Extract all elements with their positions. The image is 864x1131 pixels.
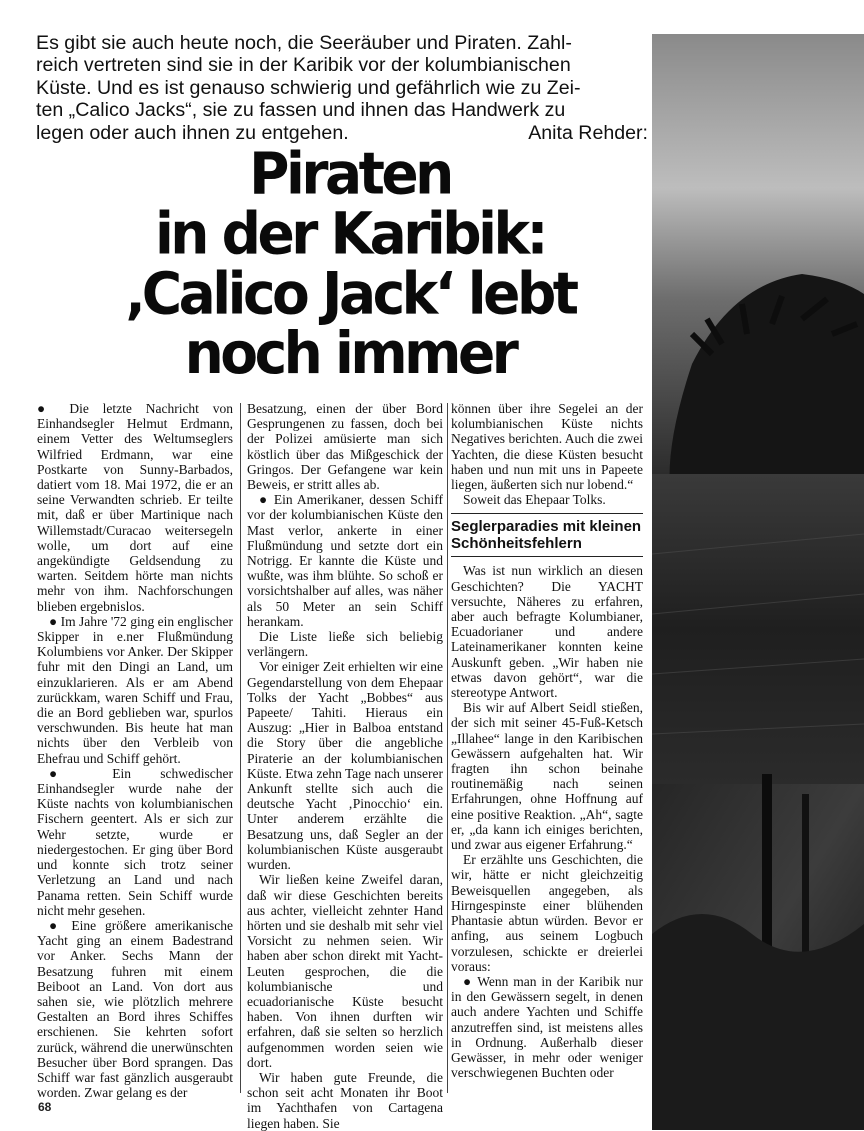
page-number: 68 <box>38 1100 51 1114</box>
article-body <box>37 401 643 1097</box>
text-column-2 <box>247 401 443 1097</box>
paragraph: Er erzählte uns Geschichten, die wir, hätte er nicht gleichzeitig Beweisquellen angegeben, als Hirngespinste einer blühenden Phantasie abtun würden. Bevor er anfing, aus seinem Logbuch vorzulesen, schickte er dreierlei voraus: <box>451 852 643 974</box>
paragraph: Die Liste ließe sich beliebig verlängern. <box>247 629 443 659</box>
headline-line: ‚Calico Jack‘ lebt <box>70 264 630 324</box>
paragraph: Soweit das Ehepaar Tolks. <box>451 492 643 507</box>
headline-line: Piraten <box>70 144 630 204</box>
paragraph: ● Ein Amerikaner, dessen Schiff vor der kolumbianischen Küste den Mast verlor, ankerte in einer Flußmündung und setzte dort ein Notrigg. Er kannte die Küste und wußte, was ihm blühte. So schoß er vorsichtshalber auf alles, was näher als 50 Meter an sein Schiff herankam. <box>247 492 443 629</box>
headline-line: noch immer <box>70 324 630 384</box>
headline-line: in der Karibik: <box>70 204 630 264</box>
paragraph: können über ihre Segelei an der kolumbianischen Küste nichts Negatives berichten. Auch die zwei Yachten, die diese Küsten besucht haben und nun mit uns in Papeete liegen, äußerten sich nur lobend.“ <box>451 401 643 492</box>
paragraph: Besatzung, einen der über Bord Gesprungenen zu fassen, doch bei der Polizei amüsierte man sich köstlich über das Mißgeschick der Gringos. Der Gefangene war kein Beweis, er stritt alles ab. <box>247 401 443 492</box>
column-divider <box>240 403 241 1093</box>
author-byline: Anita Rehder: <box>528 122 648 144</box>
section-subheading: Seglerparadies mit kleinen Schönheitsfehlern <box>451 513 643 557</box>
intro-line: ten „Calico Jacks“, sie zu fassen und ihnen das Handwerk zu <box>36 99 648 121</box>
paragraph: Vor einiger Zeit erhielten wir eine Gegendarstellung von dem Ehepaar Tolks der Yacht „Bobbes“ aus Papeete/ Tahiti. Hieraus ein Auszug: „Hier in Balboa entstand die Story über die angebliche Piraterie an der kolumbianischen Küste. Etwa zehn Tage nach unserer Ankunft stellte sich auch die deutsche Yacht ‚Pinocchio‘ ein. Unter anderem erzählte die Besatzung uns, daß Segler an der kolumbianischen Küste ausgeraubt wurden. <box>247 659 443 872</box>
paragraph: Was ist nun wirklich an diesen Geschichten? Die YACHT versuchte, Näheres zu erfahren, aber auch befragte Kolumbianer, Ecuadorianer und andere Lateinamerikaner konnten keine Auskunft geben. „Wir haben nie etwas davon gehört“, war die stereotype Antwort. <box>451 563 643 700</box>
paragraph: Bis wir auf Albert Seidl stießen, der sich mit seiner 45-Fuß-Ketsch „Illahee“ lange in den Karibischen Gewässern aufgehalten hat. Wir fragten ihn schon beinahe routinemäßig nach seinen Erfahrungen, ohne Hoffnung auf eine positive Reaktion. „Ah“, sagte er, „da kann ich einiges berichten, und zwar aus eigener Erfahrung.“ <box>451 700 643 852</box>
foreground-bushes <box>652 914 864 1130</box>
photo-graphic <box>652 34 864 1130</box>
intro-line: legen oder auch ihnen zu entgehen. <box>36 122 349 144</box>
paragraph: ● Die letzte Nachricht von Einhandsegler Helmut Erdmann, einem Vetter des Weltumseglers Wilfried Erdmann, war eine Postkarte von Sunny-Barbados, datiert vom 18. Mai 1972, die er an seine Verwandten schrieb. Er teilte mit, daß er über Martinique nach Willemstadt/Curacao weitersegeln wolle, um dort auf eine angekündigte Geldsendung zu warten. Seitdem hörte man nichts mehr von ihm. Nachforschungen blieben ergebnislos. <box>37 401 233 614</box>
intro-line: reich vertreten sind sie in der Karibik vor der kolumbianischen <box>36 54 648 76</box>
paragraph: Wir ließen keine Zweifel daran, daß wir diese Geschichten bereits aus achter, vielleicht zehnter Hand hörten und sie deshalb mit sehr viel Vorsicht zu nehmen seien. Wir haben aber schon direkt mit Yacht-Leuten gesprochen, die die kolumbianische und ecuadorianische Küste besucht haben. Von ihnen durften wir erfahren, daß sie selten so herzlich aufgenommen worden seien wie dort. <box>247 872 443 1070</box>
paragraph: ● Wenn man in der Karibik nur in den Gewässern segelt, in denen auch andere Yachten und Schiffe anzutreffen sind, ist meistens alles in Ordnung. Außerhalb dieser Gewässer, in mehr oder weniger verschwiegenen Buchten oder <box>451 974 643 1080</box>
intro-paragraph <box>36 32 648 144</box>
text-column-3 <box>451 401 643 1097</box>
intro-line: Küste. Und es ist genauso schwierig und gefährlich wie zu Zei- <box>36 77 648 99</box>
paragraph: ● Eine größere amerikanische Yacht ging an einem Badestrand vor Anker. Sechs Mann der Besatzung fuhren mit einem Beiboot an Land. Von dort aus sahen sie, wie plötzlich mehrere Gestalten an Bord ihres Schiffes erschienen. Sie kehrten sofort zurück, während die unerwünschten Besucher über Bord sprangen. Das Schiff war fast gänzlich ausgeraubt worden. Zwar gelang es der <box>37 918 233 1100</box>
text-column-1 <box>37 401 233 1097</box>
paragraph: ● Ein schwedischer Einhandsegler wurde nahe der Küste nachts von kolumbianischen Fischern geentert. Als er sich zur Wehr setzte, wurde er niedergestochen. Er ging über Bord und konnte sich trotz seiner Verletzung an Land und nach Panama retten. Sein Schiff wurde nicht mehr gesehen. <box>37 766 233 918</box>
paragraph: ● Im Jahre '72 ging ein englischer Skipper in e.ner Flußmündung Kolumbiens vor Anker. Der Skipper fuhr mit den Dingi an Land, um einzuklarieren. Als er am Abend zurückkam, waren Schiff und Frau, die an Bord geblieben war, spurlos verschwunden. Bis heute hat man nichts über den Verbleib von Ehefrau und Schiff gehört. <box>37 614 233 766</box>
water <box>652 474 864 784</box>
paragraph: Wir haben gute Freunde, die schon seit acht Monaten ihr Boot im Yachthafen von Cartagena liegen haben. Sie <box>247 1070 443 1131</box>
column-divider <box>447 403 448 1093</box>
palm-tree-shoreline-photo <box>652 34 864 1130</box>
article-headline <box>70 144 630 383</box>
intro-line: Es gibt sie auch heute noch, die Seeräuber und Piraten. Zahl- <box>36 32 648 54</box>
